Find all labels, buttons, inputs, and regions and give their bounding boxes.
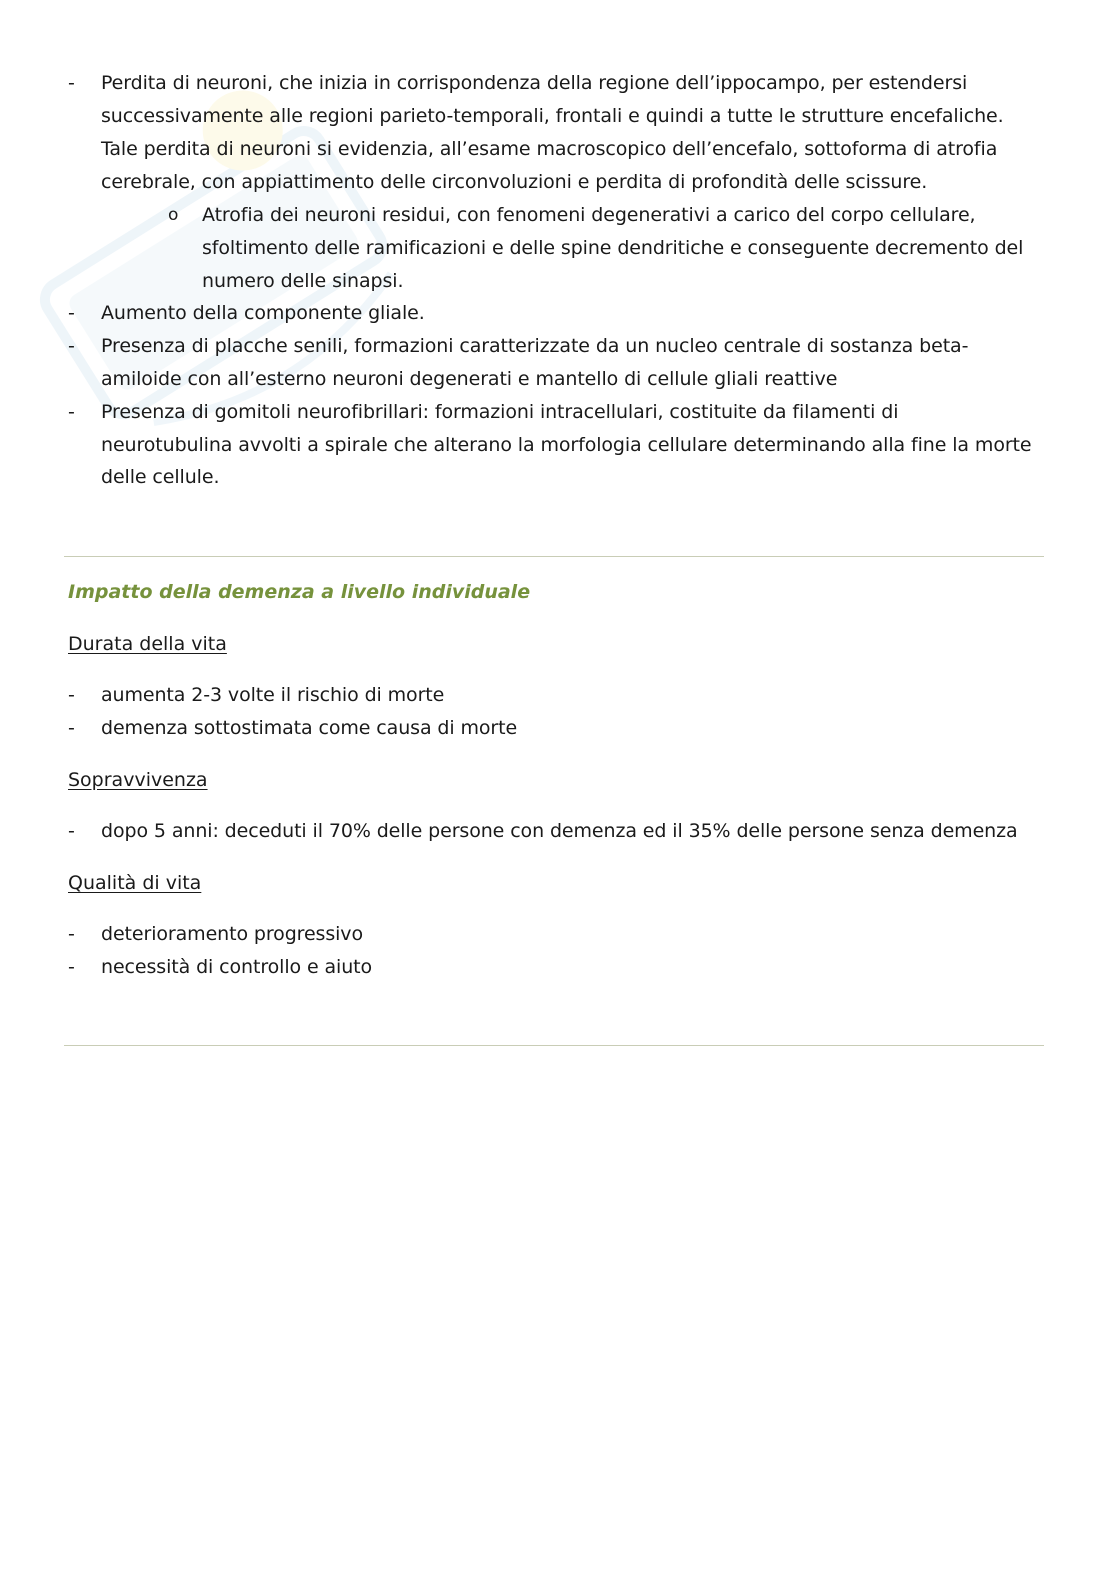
bullet-dash: - [68,401,75,423]
bullet-text-line: Presenza di gomitoli neurofibrillari: formazioni intracellulari, costituite da filamenti di [101,401,899,423]
bullet-text-line: successivamente alle regioni parieto-temporali, frontali e quindi a tutte le strutture encefaliche. [101,105,1004,127]
section-title: Impatto della demenza a livello individuale [68,581,531,603]
bullet-circle: o [168,205,179,225]
list-item: necessità di controllo e aiuto [101,956,373,978]
bullet-text-line: numero delle sinapsi. [202,270,404,292]
bullet-dash: - [68,684,75,706]
bullet-text-line: Atrofia dei neuroni residui, con fenomeni degenerativi a carico del corpo cellulare, [202,204,976,226]
list-item: deterioramento progressivo [101,923,363,945]
bullet-text-line: delle cellule. [101,466,220,488]
bullet-text-line: cerebrale, con appiattimento delle circonvoluzioni e perdita di profondità delle scissure. [101,171,928,193]
section-divider [64,1045,1044,1046]
list-item: demenza sottostimata come causa di morte [101,717,518,739]
bullet-dash: - [68,335,75,357]
bullet-dash: - [68,717,75,739]
bullet-text-line: Aumento della componente gliale. [101,302,425,324]
bullet-text-line: Presenza di placche senili, formazioni caratterizzate da un nucleo centrale di sostanza beta- [101,335,969,357]
bullet-dash: - [68,956,75,978]
list-item: aumenta 2-3 volte il rischio di morte [101,684,445,706]
bullet-text-line: neurotubulina avvolti a spirale che alterano la morfologia cellulare determinando alla fine la morte [101,434,1032,456]
bullet-text-line: Tale perdita di neuroni si evidenzia, all’esame macroscopico dell’encefalo, sottoforma di atrofia [101,138,998,160]
bullet-text-line: Perdita di neuroni, che inizia in corrispondenza della regione dell’ippocampo, per estendersi [101,72,968,94]
bullet-dash: - [68,923,75,945]
bullet-text-line: sfoltimento delle ramificazioni e delle spine dendritiche e conseguente decremento del [202,237,1024,259]
subsection-heading-sopravvivenza: Sopravvivenza [68,769,208,791]
section-divider [64,556,1044,557]
bullet-dash: - [68,302,75,324]
subsection-heading-qualita: Qualità di vita [68,872,202,894]
bullet-dash: - [68,72,75,94]
bullet-dash: - [68,820,75,842]
subsection-heading-durata: Durata della vita [68,633,227,655]
list-item: dopo 5 anni: deceduti il 70% delle persone con demenza ed il 35% delle persone senza demenza [101,820,1018,842]
bullet-text-line: amiloide con all’esterno neuroni degenerati e mantello di cellule gliali reattive [101,368,838,390]
